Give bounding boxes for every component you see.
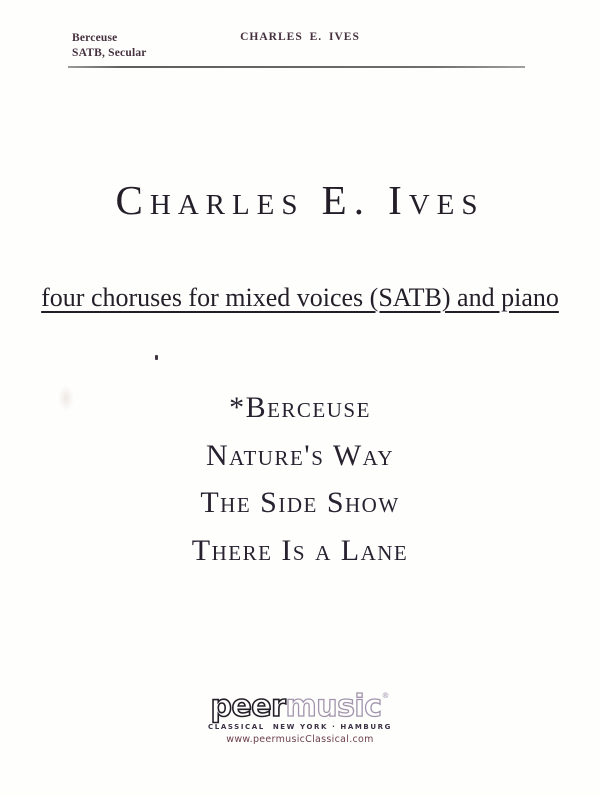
work-item-natures-way: Nature's Way (205, 438, 395, 472)
scan-speck (155, 355, 158, 360)
works-list (0, 384, 600, 574)
logo-music-text: music (285, 689, 382, 724)
tagline-classical: CLASSICAL (208, 723, 265, 731)
publisher-tagline (0, 724, 600, 731)
publisher-website-url: www.peermusicClassical.com (226, 734, 374, 745)
work-item-there-is-a-lane: There Is a Lane (191, 533, 409, 567)
header-voicing: SATB, Secular (72, 46, 147, 59)
work-item-the-side-show: The Side Show (200, 486, 400, 519)
subtitle (0, 283, 600, 313)
logo-peer-text: peer (210, 689, 286, 724)
tagline-cities: NEW YORK · HAMBURG (272, 723, 392, 731)
work-item-berceuse: *Berceuse (229, 391, 371, 424)
peermusic-wordmark (0, 681, 600, 722)
header-rule-divider (68, 66, 525, 68)
subtitle-text: four choruses for mixed voices (SATB) and piano (41, 283, 559, 312)
header-work-title: Berceuse (72, 32, 118, 44)
composer-title: Charles E. Ives (115, 177, 485, 223)
registered-trademark-icon: ® (381, 691, 390, 700)
header-running-title: CHARLES E. IVES (240, 31, 360, 43)
publisher-logo (0, 681, 600, 745)
